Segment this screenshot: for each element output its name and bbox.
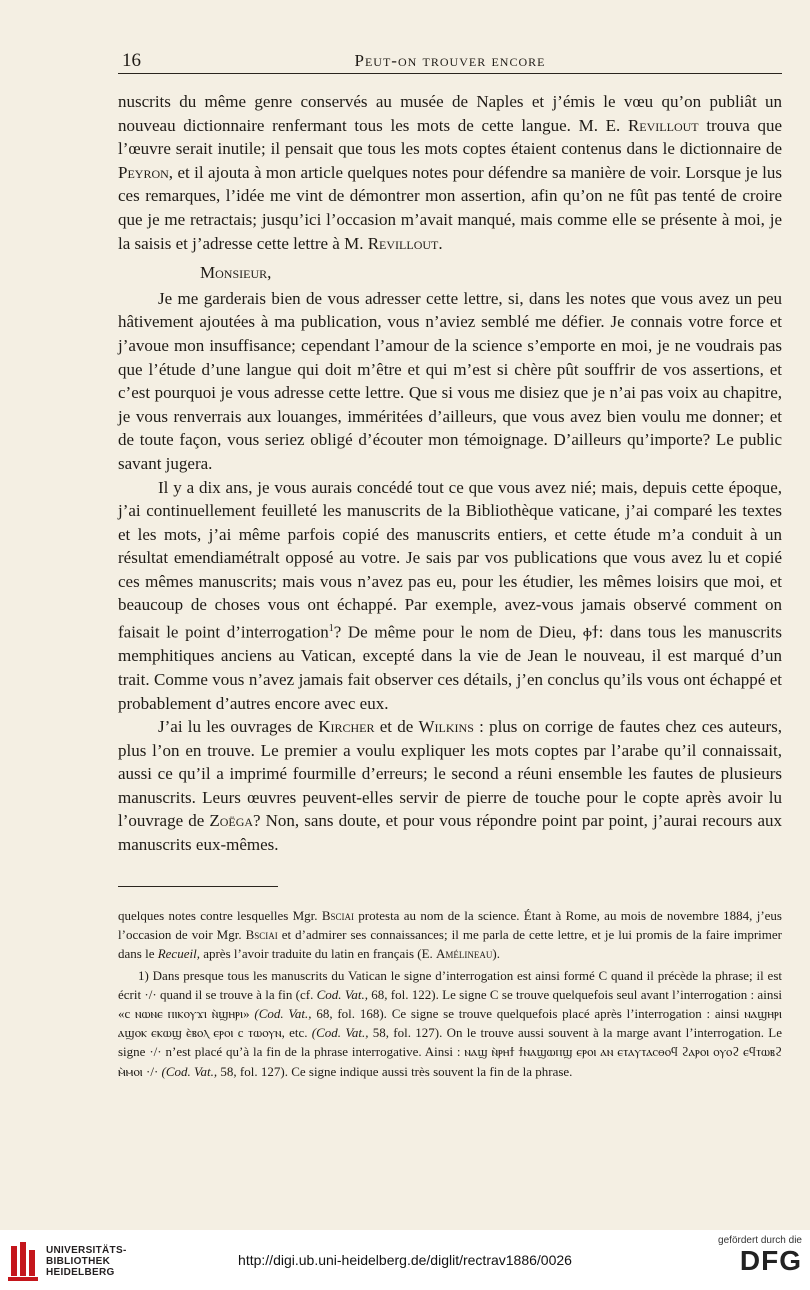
author-name: Peyron <box>118 162 169 182</box>
viewer-footer <box>0 1230 810 1290</box>
salutation: Monsieur, <box>200 263 272 283</box>
page-number: 16 <box>122 50 141 71</box>
footnote-rule <box>118 886 278 887</box>
running-header <box>118 46 782 74</box>
header-title: Peut-on trouver encore <box>354 51 546 70</box>
footnotes <box>118 906 782 1081</box>
author-name: Revillout <box>367 233 439 253</box>
dfg-logo: DFG <box>739 1245 802 1276</box>
library-name[interactable]: UNIVERSITÄTS- BIBLIOTHEK HEIDELBERG <box>46 1245 127 1278</box>
footnote-marker: 1 <box>328 623 334 635</box>
footnote-continuation: quelques notes contre lesquelles Mgr. Bsciai protesta au nom de la science. Étant à Rome, au mois de novembre 1884, j’eus l’occasion de voir Mgr. Bsciai et d’admirer ses connaissances; il me parla de cette lettre, et je lui promis de la faire imprimer dans le Recueil, après l’avoir traduite du latin en français (E. Amélineau). <box>118 908 782 962</box>
funded-by-label: gefördert durch die <box>718 1235 802 1246</box>
paragraph: nuscrits du même genre conservés au musée de Naples et j’émis le vœu qu’on publiât un nouveau dictionnaire renfermant tous les mots de cette langue. M. E. Revillout trouva que l’œuvre serait inutile; il pensait que tous les mots coptes étaient contenus dans le dictionnaire de Peyron, et il ajouta à mon article quelques notes pour défendre sa manière de voir. Lorsque je lus ces remarques, l’idée me vint de démontrer mon assertion, afin qu’on ne fût pas tenté de croire que je me retractais; jusqu’ici l’occasion m’avait manqué, mais comme elle se présente à moi, je la saisis et j’adresse cette lettre à M. Revillout. <box>118 92 782 253</box>
author-name: Revillout <box>627 115 699 135</box>
author-name: Wilkins <box>418 717 474 737</box>
permalink-url[interactable]: http://digi.ub.uni-heidelberg.de/diglit/rectrav1886/0026 <box>238 1252 572 1268</box>
footnote-1: 1) Dans presque tous les manuscrits du Vatican le signe d’interrogation est ainsi formé C quand il précède la phrase; il est écrit ·/· quand il se trouve à la fin (cf. Cod. Vat., 68, fol. 122). Le signe C se trouve quelquefois seul avant l’interrogation : ainsi «c ⲛⲱⲛⲉ ⲡⲓⲕⲟⲩϫⲓ ⲛ̀ϣⲏⲣⲓ» (Cod. Vat., 68, fol. 168). Ce signe se trouve quelquefois placé après l’interrogation : ainsi ⲛⲁϣⲏⲣⲓ ⲁϣⲟⲕ ⲉⲕⲱϣ ⲉ̀ⲃⲟⲗ ⲉⲣⲟⲓ c ⲧⲱⲟⲩⲛ, etc. (Cod. Vat., 58, fol. 127). On le trouve aussi souvent à la marge avant l’interrogation. Le signe ·/· n’est placé qu’à la fin de la phrase interrogative. Ainsi : ⲛⲁϣ ⲛ̀ⲣⲏϯ ϯⲛⲁϣⲱⲡϣ ⲉⲣⲟⲓ ⲁⲛ ⲉⲧⲁⲩⲧⲁⲥⲑⲟϥ ϩⲁⲣⲟⲓ ⲟⲩⲟϩ ⲉϥⲧⲱⲃϩ ⲙ̀ⲙⲟⲓ ·/· (Cod. Vat., 58, fol. 127). Ce signe indique aussi très souvent la fin de la phrase. <box>118 967 782 1079</box>
paragraph: Je me garderais bien de vous adresser cette lettre, si, dans les notes que vous avez un peu hâtivement ajoutées à ma publication, vous n’aviez semblé me défier. Je connais votre force et j’avoue mon insuffisance; cependant l’amour de la science s’emporte en moi, je ne voudrais pas que l’étude d’une langue qui doit m’être et qui m’est si chère pût souffrir de vos assertions, et c’est pourquoi je vous adresse cette lettre. Que si vous me disiez que je n’ai pas voix au chapitre, je vous renverrais aux louanges, imméritées d’ailleurs, que vous avez bien voulu me donner; et de toute façon, vous seriez obligé d’écouter mon témoignage. D’ailleurs qu’importe? Le public savant jugera. <box>118 288 782 473</box>
author-name: Zoëga <box>209 811 254 831</box>
author-name: Kircher <box>318 717 375 737</box>
main-text <box>118 90 782 857</box>
header-rule <box>118 73 782 74</box>
paragraph: J’ai lu les ouvrages de Kircher et de Wilkins : plus on corrige de fautes chez ces auteurs, plus l’on en trouve. Le premier a voulu expliquer les mots coptes par l’arabe qu’il connaissait, aussi ce qu’il a imprimé fourmille d’erreurs; le second a réuni ensemble les fautes de plusieurs manuscrits. Leurs œuvres peuvent-elles servir de pierre de touche pour le copte après avoir lu l’ouvrage de Zoëga? Non, sans doute, et pour vous répondre point par point, j’aurai recours aux manuscrits eux-mêmes. <box>118 717 783 855</box>
funding-badge[interactable] <box>702 1235 802 1276</box>
paragraph: Il y a dix ans, je vous aurais concédé tout ce que vous avez nié; mais, depuis cette époque, j’ai continuellement feuilleté les manuscrits de la Bibliothèque vaticane, j’ai comparé les textes et les mots, j’ai même parfois copié des manuscrits entiers, et cette étude m’a conduit à un résultat emendiamétralt opposé au votre. Je sais par vos publications que vous avez lu et copié ces mêmes manuscrits; mais vous n’avez pas eu, pour les étudier, les mêmes loisirs que moi, et beaucoup de choses vous ont échappé. Par exemple, avez-vous jamais observé comment on faisait le point d’interrogation$^1$? De même pour le nom de Dieu, ⲫϯ: dans tous les manuscrits memphitiques anciens au Vatican, excepté dans la vie de Jean le nouveau, il est marqué d’un trait. Comme vous n’avez jamais fait observer ces détails, j’en conclus qu’ils vous ont échappé et probablement d’autres encore avec eux. <box>118 477 782 713</box>
